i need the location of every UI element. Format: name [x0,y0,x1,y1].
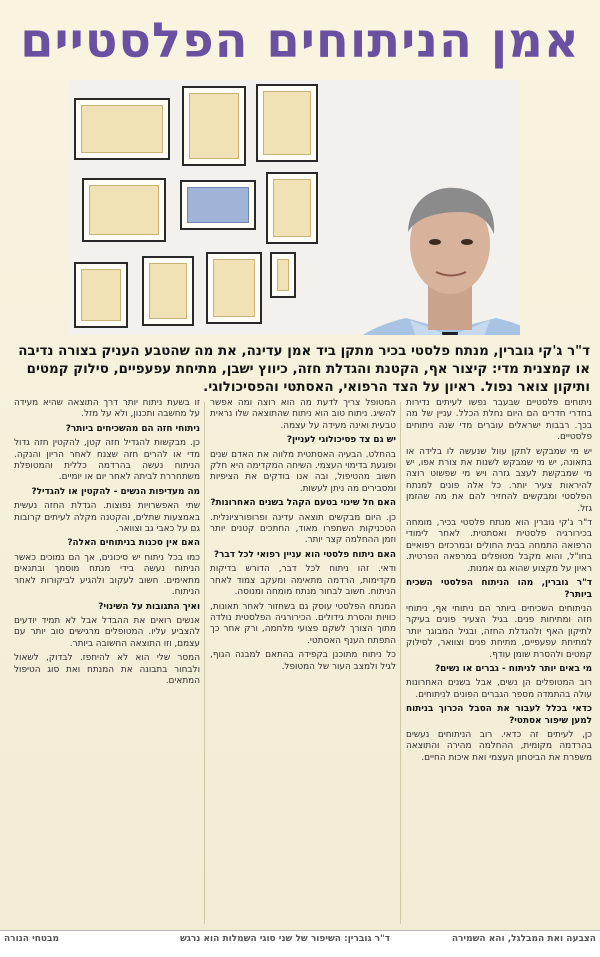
column-divider [400,402,401,924]
article-paragraph: ד"ר ג'קי גוברין הוא מנתח פלסטי בכיר, מומחה בכירורגיה פלסטית ואסתטית. לאחר לימודי הרפואה התמחה בבית החולים ובמרכזים רפואיים בחו"ל, והוא מקבל מטופלים במרפאה הפרטית. ראיון על מקצוע שהוא גם אמנות. [406,518,592,574]
diploma-frame [82,178,166,242]
interview-question: ניתוחי חזה הם מהשכיחים ביותר? [65,423,200,434]
article-paragraph: המטופל צריך לדעת מה הוא רוצה ומה אפשר להשיג. ניתוח טוב הוא ניתוח שהתוצאה שלו נראית טבעית ואינה מעידה על עצמה. [210,398,396,431]
article-paragraph: כן. מבקשות להגדיל חזה קטן, להקטין חזה גדול מדי או להרים חזה שצנח לאחר הריון והנקה. הניתוח נעשה בהרדמה כללית והמטופלת משתחררת לביתה לאחר יום או יומיים. [14,438,200,483]
column-divider [204,402,205,924]
diploma-frame [74,262,128,328]
article-paragraph: אנשים רואים את ההבדל אבל לא תמיד יודעים להצביע עליו. המטופלים מרגישים טוב יותר עם עצמם, וזו התוצאה החשובה ביותר. [14,615,200,649]
article-paragraph: המנתח הפלסטי עוסק גם בשחזור לאחר תאונות, כוויות והסרת גידולים. הכירורגיה הפלסטית נולדה מתוך הצורך לשקם פצועי מלחמה, ורק אחר כך התפתח הענף האסתטי. [210,601,396,646]
interview-question: יש גם צד פסיכולוגי לעניין? [286,435,396,446]
article-body [8,398,592,928]
article-paragraph: ניתוחים פלסטיים שבעבר נפשו לעיתים נדירות בחדרי חדרים הם היום נחלת הכלל. עניין של מה בכך. רבבות ישראלים עוברים מדי שנה ניתוחים פלסטיים. [406,398,592,443]
interview-question: כדאי בכלל לעבור את הסבל הכרוך בניתוח למען שיפור אסתטי? [406,704,592,726]
interview-question: האם ניתוח פלסטי הוא עניין רפואי לכל דבר? [213,549,396,560]
diploma-frame [256,84,318,162]
interview-question: האם אין סכנות בניתוחים האלה? [67,538,200,549]
article-paragraph: כל ניתוח מתוכנן בקפידה בהתאם למבנה הגוף, לגיל ולמצב העור של המטופל. [210,650,396,672]
article-lede: ד"ר ג'קי גוברין, מנתח פלסטי בכיר מתקן ביד אמן עדינה, את מה שהטבע העניק בצורה נדיבה או קמצנית מדי: קיצור אף, הקטנת והגדלת חזה, כיווץ ישבן, מתיחת עפעפיים, סילוק קמטים ותיקון צואר נפול. ראיון על הצד הרפואי, האסתטי והפסיכולוגי. [18,344,590,395]
diploma-frame [270,252,296,298]
footer-text-right: הצבעה ואת המבלגל, והא השמירה [451,934,596,944]
article-paragraph: הניתוחים השכיחים ביותר הם ניתוחי אף, ניתוחי חזה ומתיחות פנים. בגיל הצעיר פונים בעיקר לתיקון האף ולהגדלת החזה, ובגיל המבוגר יותר למתיחת עפעפיים, מתיחת פנים וצוואר, לסילוק קמטים ולהסרת שומן עודף. [406,603,592,660]
interview-question: האם חל שינוי בטעם הקהל בשנים האחרונות? [210,498,396,509]
article-paragraph: כמו בכל ניתוח יש סיכונים, אך הם נמוכים כאשר הניתוח נעשה בידי מנתח מוסמך ובתנאים מתאימים. חשוב לעקוב ולהגיע לביקורות לאחר הניתוח. [14,552,200,598]
interview-question: מה מעדיפות הנשים - להקטין או להגדיל? [31,486,200,497]
article-photo [70,80,520,335]
article-column-3 [14,398,200,928]
footer-text-center: ד"ר גוברין: השיפור של שני סוגי השמלות הוא נרגש [180,934,390,944]
article-column-2 [210,398,396,928]
footer-text-left: מבטחי הנורה [4,934,60,944]
article-column-1 [406,398,592,928]
next-article-strip [0,930,600,957]
diploma-frame [74,98,170,160]
article-paragraph: ודאי. זהו ניתוח לכל דבר, הדורש בדיקות מקדימות, הרדמה מתאימה ומעקב צמוד לאחר הניתוח. חשוב לבחור מנתח מומחה ומנוסה. [210,564,396,598]
article-paragraph: רוב המטופלים הן נשים, אבל בשנים האחרונות עולה בהתמדה מספר הגברים הפונים לניתוחים. [406,678,592,700]
article-paragraph: שתי האפשרויות נפוצות. הגדלת החזה נעשית באמצעות שתלים, והקטנה מקלה לעיתים קרובות גם על כאבי גב וצוואר. [14,501,200,535]
diploma-frame [182,86,246,166]
diploma-frame [180,180,256,230]
article-paragraph: יש מי שמבקש לתקן עוול שנעשה לו בלידה או בתאונה, יש מי שמבקש לשנות את צורת אפו, יש מי שמבקשת לעצב גזרה ויש מי שפשוט רוצה להיראות צעיר יותר. כל אלה פונים למנתח הפלסטי ומבקשים להחזיר להם את מה שהזמן גזל. [406,446,592,514]
interview-question: ד"ר גוברין, מהו הניתוח הפלסטי השכיח ביותר? [406,578,592,600]
diploma-frame [206,252,262,324]
diploma-frame [142,256,194,326]
article-paragraph: המסר שלי הוא לא להיחפז. לבדוק, לשאול ולבחור בתבונה את המנתח ואת סוג הטיפול המתאים. [14,653,200,686]
article-paragraph: כן, לעיתים זה כדאי. רוב הניתוחים נעשים בהרדמה מקומית, ההחלמה מהירה והתוצאה משפרת את הביטחון העצמי ואת איכות החיים. [406,729,592,763]
article-paragraph: בהחלט. הבעיה האסתטית מלווה את האדם שנים ופוגעת בדימוי העצמי. השיחה המקדימה היא חלק חשוב מהטיפול, ובה אנו בודקים את הציפיות ומסבירים מה ניתן לעשות. [210,449,396,494]
doctor-portrait [310,180,520,335]
article-paragraph: כן. היום מבקשים תוצאה עדינה ופרופורציונלית. הטכניקות השתפרו מאוד, החתכים קטנים יותר וזמן ההחלמה קצר יותר. [210,512,396,546]
article-headline: אמן הניתוחים הפלסטיים [20,13,580,69]
article-paragraph: זו בשעת ניתוח יותר דרך התוצאה שהיא מעידה על מחשבה ותכנון, ולא על מזל. [14,398,200,420]
interview-question: מי באים יותר לניתוח - גברים או נשים? [434,663,592,674]
interview-question: ואיך התגובות על השינוי? [98,601,200,612]
